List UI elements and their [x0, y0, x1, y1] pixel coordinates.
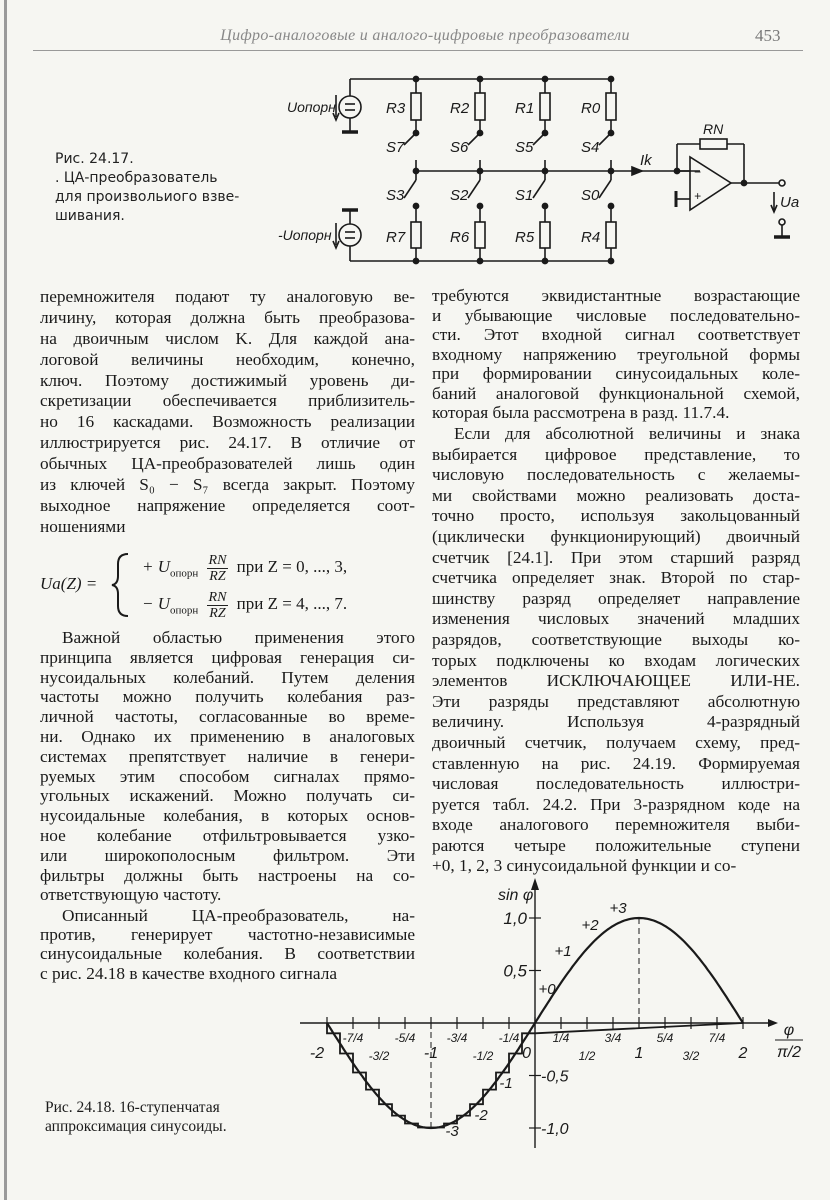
switch-icon [533, 180, 545, 198]
junction-dot [741, 180, 746, 185]
brace-icon [110, 552, 132, 618]
step-label: -2 [474, 1107, 488, 1124]
text-line: ответствующую частоту. [40, 885, 222, 905]
x-tick-label: 2 [738, 1045, 748, 1062]
source-label: Uопорн [287, 99, 336, 115]
text-line: раются четыре положительные ступени [432, 835, 800, 855]
resistor-label: R4 [581, 229, 601, 246]
text-line: или широкополосным фильтром. Эти [40, 845, 415, 865]
resistor-label: R0 [581, 100, 601, 117]
text-line: синусоидальные колебания. В соответствии [40, 944, 415, 964]
switch-label: S7 [386, 139, 405, 156]
x-axis-label-denominator: π/2 [776, 1044, 802, 1061]
x-tick-label: -2 [309, 1045, 325, 1062]
text-line: числовая последовательность иллюстри- [432, 774, 800, 794]
x-tick-label: 7/4 [708, 1031, 726, 1045]
text-line: сти. Этот входной сигнал соответствует [432, 325, 800, 344]
x-tick-label: -0 [516, 1045, 531, 1062]
switch-label: S0 [581, 187, 600, 204]
x-tick-label: -3/4 [446, 1031, 468, 1045]
text-line: изменения числовых значений младших [432, 609, 800, 629]
text-line: нусоидальных колебаний. Путем деления [40, 667, 415, 687]
text-line: ное колебание отфильтровывается узко- [40, 825, 415, 845]
output-label: Ua [780, 194, 800, 211]
step-label: +0 [538, 981, 556, 998]
source-label: -Uопорн [278, 227, 332, 243]
formula-row-2: − $U_{опорн}$ $\frac{RN}{RZ}$ при Z = 4, ..., 7. [142, 589, 348, 621]
text-line: иллюстрируется рис. 24.17. В отличие от [40, 433, 415, 453]
resistor-label: R1 [515, 100, 535, 117]
formula-row-1: + $U_{опорн}$ $\frac{RN}{RZ}$ при Z = 0, ..., 3, [142, 552, 348, 584]
page-number: 453 [755, 26, 781, 45]
text-line: баний аналоговой функциональной схемой, [432, 383, 800, 403]
text-line: счетчик [24.1]. При этом старший разряд [432, 547, 800, 567]
y-tick-label: -0,5 [541, 1068, 569, 1086]
switch-icon [404, 180, 416, 198]
text-line: элементов ИСКЛЮЧАЮЩЕЕ ИЛИ-НЕ. [432, 671, 800, 691]
text-line: частоты можно получить колебания раз- [40, 687, 415, 707]
y-tick-label: 0,5 [503, 961, 527, 981]
text-line: личной частоты, согласованные во време- [40, 707, 415, 727]
caption-line: . ЦА-преобразователь [55, 170, 218, 186]
text-line: скретизации обеспечивается приблизитель- [40, 391, 415, 411]
switch-label: S5 [515, 139, 534, 156]
resistor-label: R7 [386, 229, 406, 246]
caption-line: шивания. [55, 208, 125, 224]
switch-label: S6 [450, 139, 469, 156]
text-line: торых подключены ко входам логических [432, 650, 800, 670]
resistor-icon [411, 222, 421, 248]
text-line: и убывающие числовые последовательно- [432, 305, 800, 325]
y-tick-label: 1,0 [503, 909, 527, 928]
right-para-1 [432, 286, 800, 423]
text-line: системах препятствует наличие в генери- [40, 746, 415, 766]
switch-label: S1 [515, 187, 534, 204]
text-line: (циклически функционирующий) двоичный [432, 526, 800, 546]
text-line: с рис. 24.18 в качестве входного сигнала [40, 963, 338, 983]
text-line: ни. Однако их применению в аналоговых [40, 726, 415, 746]
x-tick-label: -5/4 [394, 1031, 416, 1045]
x-tick-label: -1/4 [498, 1031, 520, 1045]
switch-icon [404, 133, 416, 145]
resistor-icon [475, 93, 485, 120]
caption-line: аппроксимация синусоиды. [45, 1118, 227, 1135]
x-tick-label: -3/2 [368, 1049, 390, 1063]
resistor-icon [606, 93, 616, 120]
resistor-label: R6 [450, 229, 470, 246]
text-line: фильтры должны быть настроены на со- [40, 865, 415, 885]
text-line: входе аналогового перемножителя выби- [432, 815, 800, 835]
text-line: которая была рассмотрена в разд. 11.7.4. [432, 403, 730, 422]
text-line: против, генерирует частотно-независимые [40, 925, 415, 945]
resistor-label: R5 [515, 229, 535, 246]
resistor-icon [540, 93, 550, 120]
resistor-icon [540, 222, 550, 248]
text-line: требуются эквидистантные возрастающие [432, 286, 800, 305]
switch-icon [599, 180, 611, 198]
text-line: Если для абсолютной величины и знака [454, 424, 800, 443]
formula-ua [40, 550, 430, 622]
left-para-1 [40, 287, 415, 538]
text-line: шинству разряд определяет направление [432, 588, 800, 608]
resistor-label: R2 [450, 100, 470, 117]
x-tick-label: -1 [423, 1045, 439, 1062]
text-line: числовую последовательность с желаемы- [432, 465, 800, 485]
text-line: из ключей S₀ − S₇ всегда закрыт. Поэтому [40, 475, 415, 495]
text-line: руется табл. 24.2. При 3-разрядном коде на [432, 794, 800, 814]
x-axis-arrow-icon [768, 1019, 778, 1027]
resistor-icon [475, 222, 485, 248]
text-line: +0, 1, 2, 3 синусоидальной функции и со- [432, 856, 737, 876]
figure-24-18-caption [45, 1098, 227, 1136]
text-line: Важной областью применения этого [62, 628, 415, 647]
resistor-icon [606, 222, 616, 248]
running-title: Цифро-аналоговые и аналого-цифровые преобразователи [220, 27, 630, 44]
text-line: при формировании синусоидальных коле- [432, 364, 800, 383]
text-line: выбирается цифровое представление, то [432, 444, 800, 464]
switch-icon [468, 180, 480, 198]
right-para-2 [432, 424, 800, 877]
x-axis-label-numerator: φ [783, 1022, 795, 1039]
x-tick-label: 1/2 [578, 1049, 596, 1063]
output-terminal [779, 180, 785, 186]
text-line: величину. Используя 4-разрядный [432, 712, 800, 732]
step-label: +2 [581, 917, 599, 934]
step-label: +3 [609, 900, 627, 917]
text-line: принципа является цифровая генерация си- [40, 647, 415, 667]
step-label: -1 [499, 1075, 513, 1092]
text-line: нусоидальные колебания, в которых основ- [40, 806, 415, 826]
text-line: на двоичным числом K. Для каждой ана- [40, 328, 415, 348]
op-amp-plus: + [694, 189, 702, 203]
x-tick-label: 1/4 [552, 1031, 570, 1045]
y-tick-label: -1,0 [541, 1121, 569, 1138]
resistor-icon [411, 93, 421, 120]
text-line: выходное напряжение определяется соот- [40, 495, 415, 515]
step-label: -3 [445, 1123, 459, 1140]
formula-lhs: Ua(Z) = [40, 574, 98, 593]
x-tick-label: 3/2 [682, 1049, 700, 1063]
text-line: логовой величины необходим, конечно, [40, 349, 415, 369]
text-line: перемножителя подают ту аналоговую ве- [40, 287, 415, 306]
text-line: Эти разряды представляют абсолютную [432, 691, 800, 711]
text-line: входному напряжению треугольной формы [432, 344, 800, 364]
text-line: ставленную на рис. 24.19. Формируемая [432, 753, 800, 773]
switch-icon [599, 133, 611, 145]
caption-line: Рис. 24.18. 16-ступенчатая [45, 1099, 220, 1116]
switch-label: S3 [386, 187, 405, 204]
feedback-label: RN [703, 121, 724, 137]
voltage-source-icon [339, 96, 361, 118]
text-line: Описанный ЦА-преобразователь, на- [62, 906, 415, 925]
dac-circuit-diagram [0, 0, 830, 280]
text-line: ношениями [40, 516, 126, 536]
caption-line: для произвольиого взве- [55, 189, 240, 205]
op-amp-minus: − [694, 165, 702, 179]
switch-icon [468, 133, 480, 145]
text-line: счетчика определяет знак. Второй по стар- [432, 568, 800, 588]
x-tick-label: 1 [634, 1045, 644, 1062]
feedback-resistor-icon [700, 139, 727, 149]
switch-label: S2 [450, 187, 469, 204]
text-line: угольных искажений. Можно получать си- [40, 786, 415, 806]
caption-line: Рис. 24.17. [55, 151, 134, 167]
text-line: руемых этим способом сигналах прямо- [40, 766, 415, 786]
text-line: точно просто, используя закольцованный [432, 506, 800, 526]
x-tick-label: -7/4 [342, 1031, 364, 1045]
switch-label: S4 [581, 139, 600, 156]
left-para-2 [40, 628, 415, 905]
text-line: разрядов, соответствующие выходы ко- [432, 629, 800, 649]
x-tick-label: 3/4 [604, 1031, 622, 1045]
text-line: но 16 каскадами. Возможность реализации [40, 412, 415, 432]
voltage-source-icon [339, 224, 361, 246]
y-axis-label: sin φ [498, 887, 534, 904]
x-tick-label: -1/2 [472, 1049, 494, 1063]
resistor-label: R3 [386, 100, 406, 117]
text-line: ключ. Поэтому достижимый уровень ди- [40, 370, 415, 390]
text-line: обычных ЦА-преобразователей лишь один [40, 454, 415, 474]
text-line: ми свойствами можно реализовать доста- [432, 485, 800, 505]
output-terminal [779, 219, 785, 225]
step-label: +1 [554, 943, 572, 960]
current-label: Ik [640, 152, 652, 169]
x-tick-label: 5/4 [656, 1031, 674, 1045]
switch-icon [533, 133, 545, 145]
text-line: личину, которая должна быть преобразова- [40, 307, 415, 327]
text-line: двоичный счетчик, получаем схему, пред- [432, 732, 800, 752]
